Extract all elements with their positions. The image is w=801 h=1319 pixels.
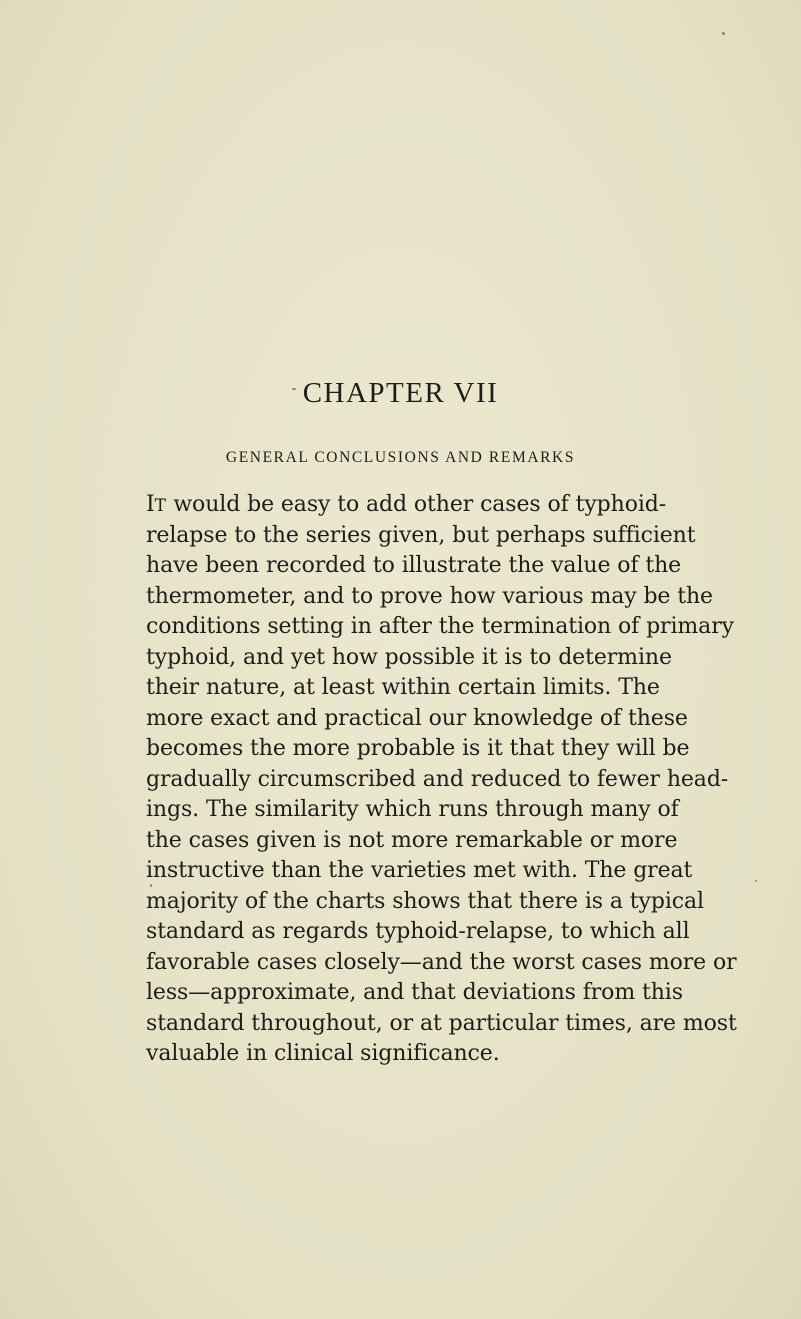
paragraph-line-last: valuable in clinical significance. (146, 1041, 500, 1066)
paragraph-line: ings. The similarity which runs through many of (146, 797, 679, 822)
paragraph-line: the cases given is not more remarkable or more (146, 827, 678, 853)
small-caps-letter: T (154, 496, 167, 516)
body-paragraph (146, 490, 737, 1070)
paragraph-line: have been recorded to illustrate the value of the (146, 553, 682, 578)
paragraph-line: standard throughout, or at particular times, are most (146, 1010, 737, 1036)
chapter-title: CHAPTER VII (302, 377, 499, 409)
paragraph-line: standard as regards typhoid-relapse, to which all (146, 919, 690, 944)
drop-initial: I (146, 492, 155, 517)
paragraph-line: thermometer, and to prove how various may be the (146, 583, 713, 609)
paper-speck (755, 880, 757, 882)
paper-speck (722, 32, 725, 35)
first-line-text: would be easy to add other cases of typhoid- (166, 492, 667, 517)
paragraph-line: instructive than the varieties met with. The great (146, 858, 693, 883)
paragraph-line: conditions setting in after the termination of primary (146, 614, 734, 639)
paragraph-line: becomes the more probable is it that they will be (146, 736, 690, 761)
paragraph-line: favorable cases closely—and the worst cases more or (146, 949, 737, 975)
paragraph-line: majority of the charts shows that there is a typical (146, 888, 704, 914)
paragraph-line: more exact and practical our knowledge of these (146, 705, 688, 731)
paragraph-line: typhoid, and yet how possible it is to determine (146, 644, 672, 670)
paragraph-line-1 (146, 490, 667, 521)
paragraph-line: less—approximate, and that deviations from this (146, 980, 683, 1005)
paragraph-line: relapse to the series given, but perhaps sufficient (146, 522, 696, 548)
paragraph-line: gradually circumscribed and reduced to fewer head- (146, 766, 729, 792)
section-heading: GENERAL CONCLUSIONS AND REMARKS (225, 449, 576, 466)
paragraph-line: their nature, at least within certain limits. The (146, 675, 660, 700)
